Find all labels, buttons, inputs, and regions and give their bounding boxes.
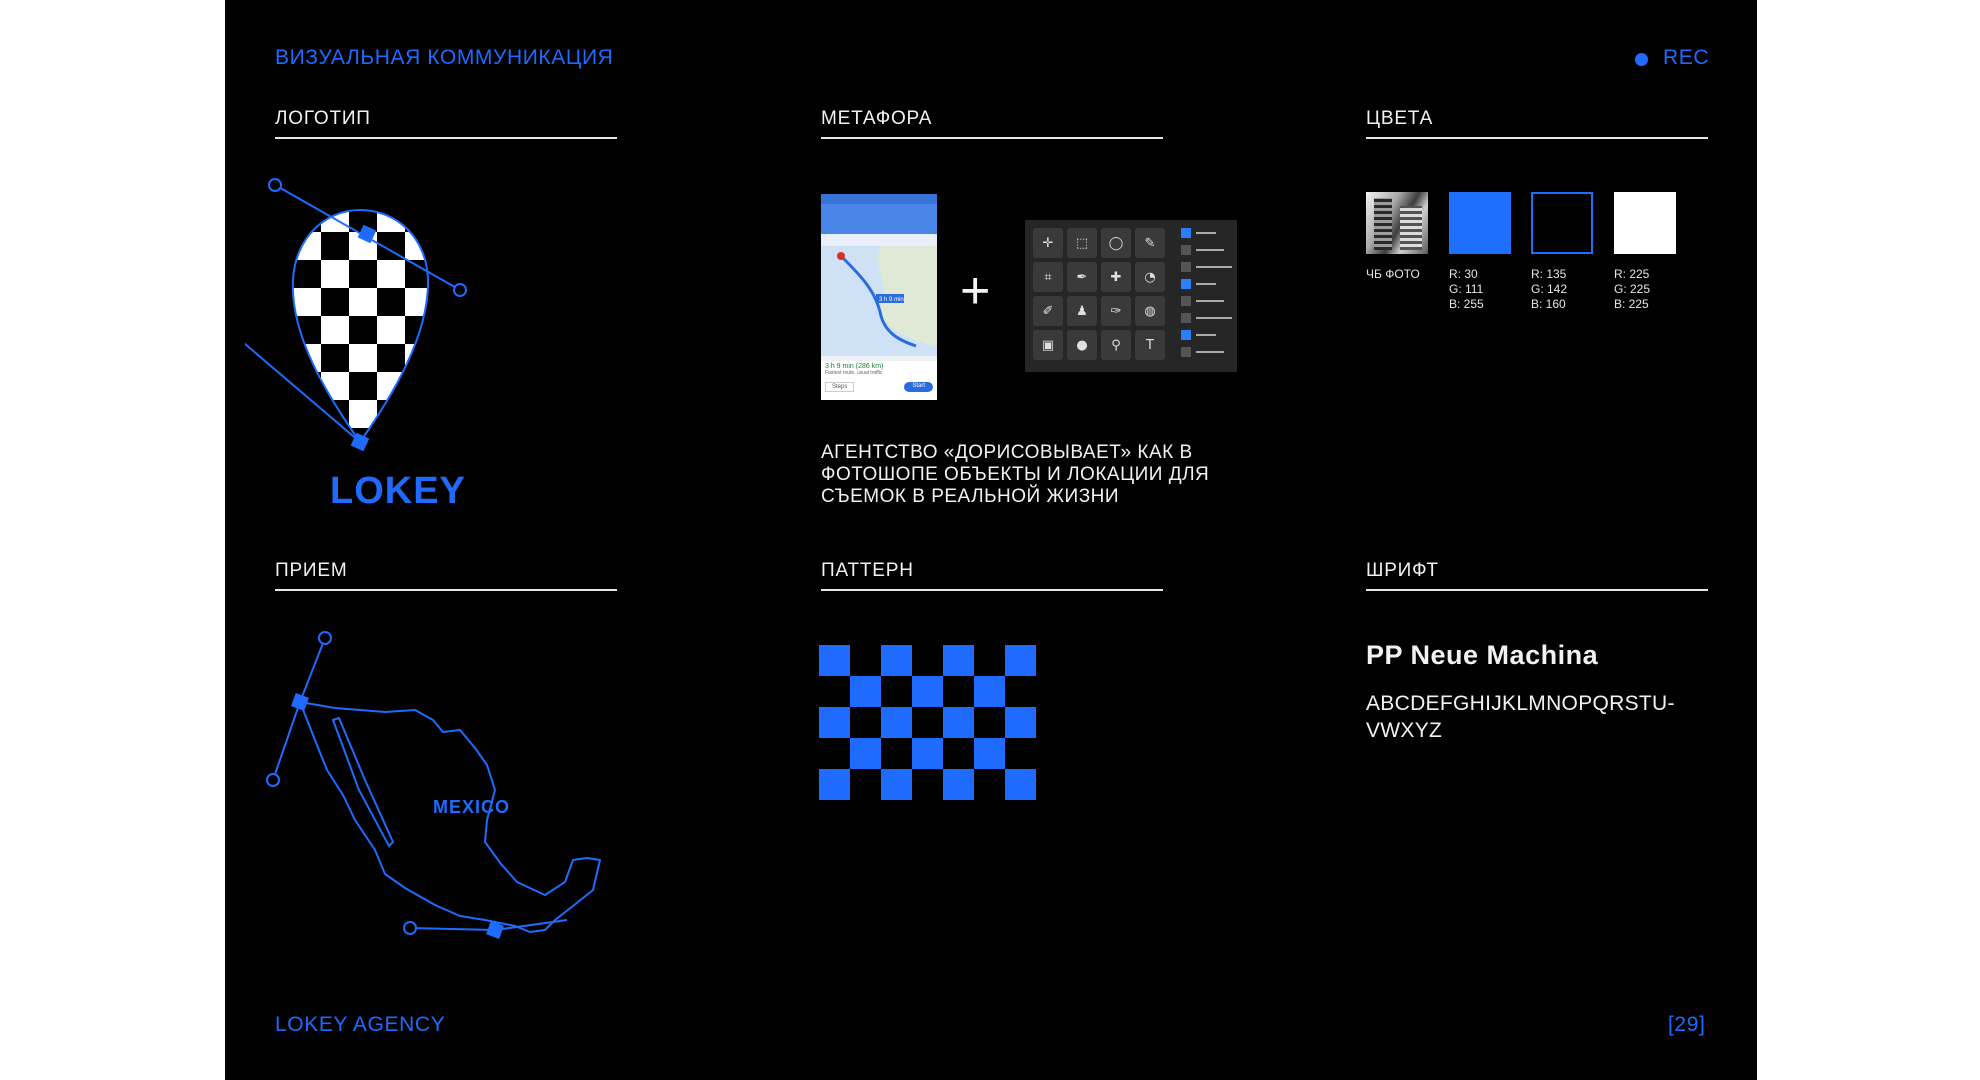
tool-icon: ✛ [1033,228,1063,258]
toolbox-panel [1025,220,1237,372]
pattern-square [974,676,1005,707]
pattern-square [850,676,881,707]
tool-row-label [1196,283,1216,285]
divider [1366,137,1708,139]
tool-icon: ✑ [1101,296,1131,326]
tool-row-icon [1181,245,1191,255]
plus-icon: + [960,262,991,320]
rec-label: REC [1663,46,1710,69]
pattern-square [819,769,850,800]
footer-agency: LOKEY AGENCY [275,1013,446,1036]
divider [1366,589,1708,591]
alphabet-line: ABCDEFGHIJKLMNOPQRSTU- [1366,692,1675,715]
swatch-caption [1614,267,1650,312]
caption-line: R: 135 [1531,267,1567,281]
pattern-square [881,707,912,738]
map-route [821,246,937,356]
section-label-font: ШРИФТ [1366,560,1439,581]
tool-row-icon [1181,330,1191,340]
pattern-square [1005,645,1036,676]
tool-row-icon [1181,296,1191,306]
phone-map-screenshot [821,194,937,400]
map-pin-icon [245,170,545,460]
steps-button[interactable]: Steps [825,382,854,392]
route-time: 3 h 9 min (286 km) [825,363,884,370]
tool-icon: ⬚ [1067,228,1097,258]
tool-row [1181,241,1235,258]
pattern-square [943,707,974,738]
caption-line: АГЕНТСТВО «ДОРИСОВЫВАЕТ» КАК В [821,442,1193,463]
caption-line: B: 160 [1531,297,1566,311]
pattern-square [881,645,912,676]
caption-line: B: 225 [1614,297,1649,311]
section-label-pattern: ПАТТЕРН [821,560,914,581]
pattern-square [912,676,943,707]
section-label-metaphor: МЕТАФОРА [821,108,933,129]
metaphor-caption [821,442,1209,508]
tool-row [1181,224,1235,241]
tool-row-icon [1181,228,1191,238]
caption-line: СЪЕМОК В РЕАЛЬНОЙ ЖИЗНИ [821,486,1120,507]
tool-row-label [1196,317,1232,319]
mexico-outline-illustration [255,620,675,950]
alphabet-line: VWXYZ [1366,719,1443,742]
tool-row-label [1196,300,1224,302]
tool-icon: ◔ [1135,262,1165,292]
caption-line: R: 30 [1449,267,1478,281]
pattern-square [1005,769,1036,800]
section-label-colors: ЦВЕТА [1366,108,1434,129]
tool-row [1181,275,1235,292]
pattern-square [819,707,850,738]
tool-row [1181,343,1235,360]
page-title: ВИЗУАЛЬНАЯ КОММУНИКАЦИЯ [275,46,614,69]
section-label-logo: ЛОГОТИП [275,108,371,129]
caption-line: G: 225 [1614,282,1651,296]
pattern-square [819,645,850,676]
caption-line: G: 142 [1531,282,1568,296]
tool-icon: T [1135,330,1165,360]
divider [275,589,617,591]
divider [275,137,617,139]
tool-icon: ✐ [1033,296,1063,326]
tool-row-label [1196,266,1232,268]
tool-icon: ⚲ [1101,330,1131,360]
tool-row-label [1196,351,1224,353]
pattern-square [943,645,974,676]
tool-icon: ◍ [1135,296,1165,326]
tool-row-label [1196,334,1216,336]
start-button[interactable]: Start [904,382,933,392]
pattern-square [881,769,912,800]
tool-row-icon [1181,313,1191,323]
blue-swatch [1449,192,1511,254]
caption-line: B: 255 [1449,297,1484,311]
tool-row [1181,326,1235,343]
pattern-square [912,738,943,769]
swatch-caption [1449,267,1484,312]
tool-row-icon [1181,262,1191,272]
black-swatch [1531,192,1593,254]
divider [821,137,1163,139]
caption-line: ФОТОШОПЕ ОБЪЕКТЫ И ЛОКАЦИИ ДЛЯ [821,464,1210,485]
tool-icon: ♟ [1067,296,1097,326]
caption-line: G: 111 [1449,282,1484,296]
caption-line: R: 225 [1614,267,1650,281]
tool-icon: ✒ [1067,262,1097,292]
section-label-technique: ПРИЕМ [275,560,348,581]
tool-row [1181,258,1235,275]
checker-pattern [819,645,1039,801]
logo-wordmark: LOKEY [330,470,466,512]
rec-dot-icon [1635,53,1648,66]
white-swatch [1614,192,1676,254]
pattern-square [943,769,974,800]
font-alphabet [1366,690,1675,744]
bw-photo-swatch [1366,192,1428,254]
page-number: [29] [1668,1013,1706,1036]
tool-row [1181,309,1235,326]
tool-icon: ▣ [1033,330,1063,360]
swatch-caption [1366,267,1420,282]
map-time-badge: 3 h 9 min [879,297,904,303]
swatch-caption [1531,267,1567,312]
tool-icon: ✚ [1101,262,1131,292]
tool-icon: ✎ [1135,228,1165,258]
tool-row-label [1196,249,1224,251]
tool-row-icon [1181,347,1191,357]
pattern-square [1005,707,1036,738]
pattern-square [850,738,881,769]
divider [821,589,1163,591]
pattern-square [974,738,1005,769]
map-label: MEXICO [433,797,511,817]
tool-row-label [1196,232,1216,234]
tool-icon: ◯ [1101,228,1131,258]
font-name: PP Neue Machina [1366,640,1599,670]
slide [225,0,1757,1080]
tool-row [1181,292,1235,309]
route-note: Fastest route, usual traffic [825,370,883,376]
caption-line: ЧБ ФОТО [1366,267,1420,281]
tool-icon: ● [1067,330,1097,360]
tool-icon: ⌗ [1033,262,1063,292]
tool-row-icon [1181,279,1191,289]
